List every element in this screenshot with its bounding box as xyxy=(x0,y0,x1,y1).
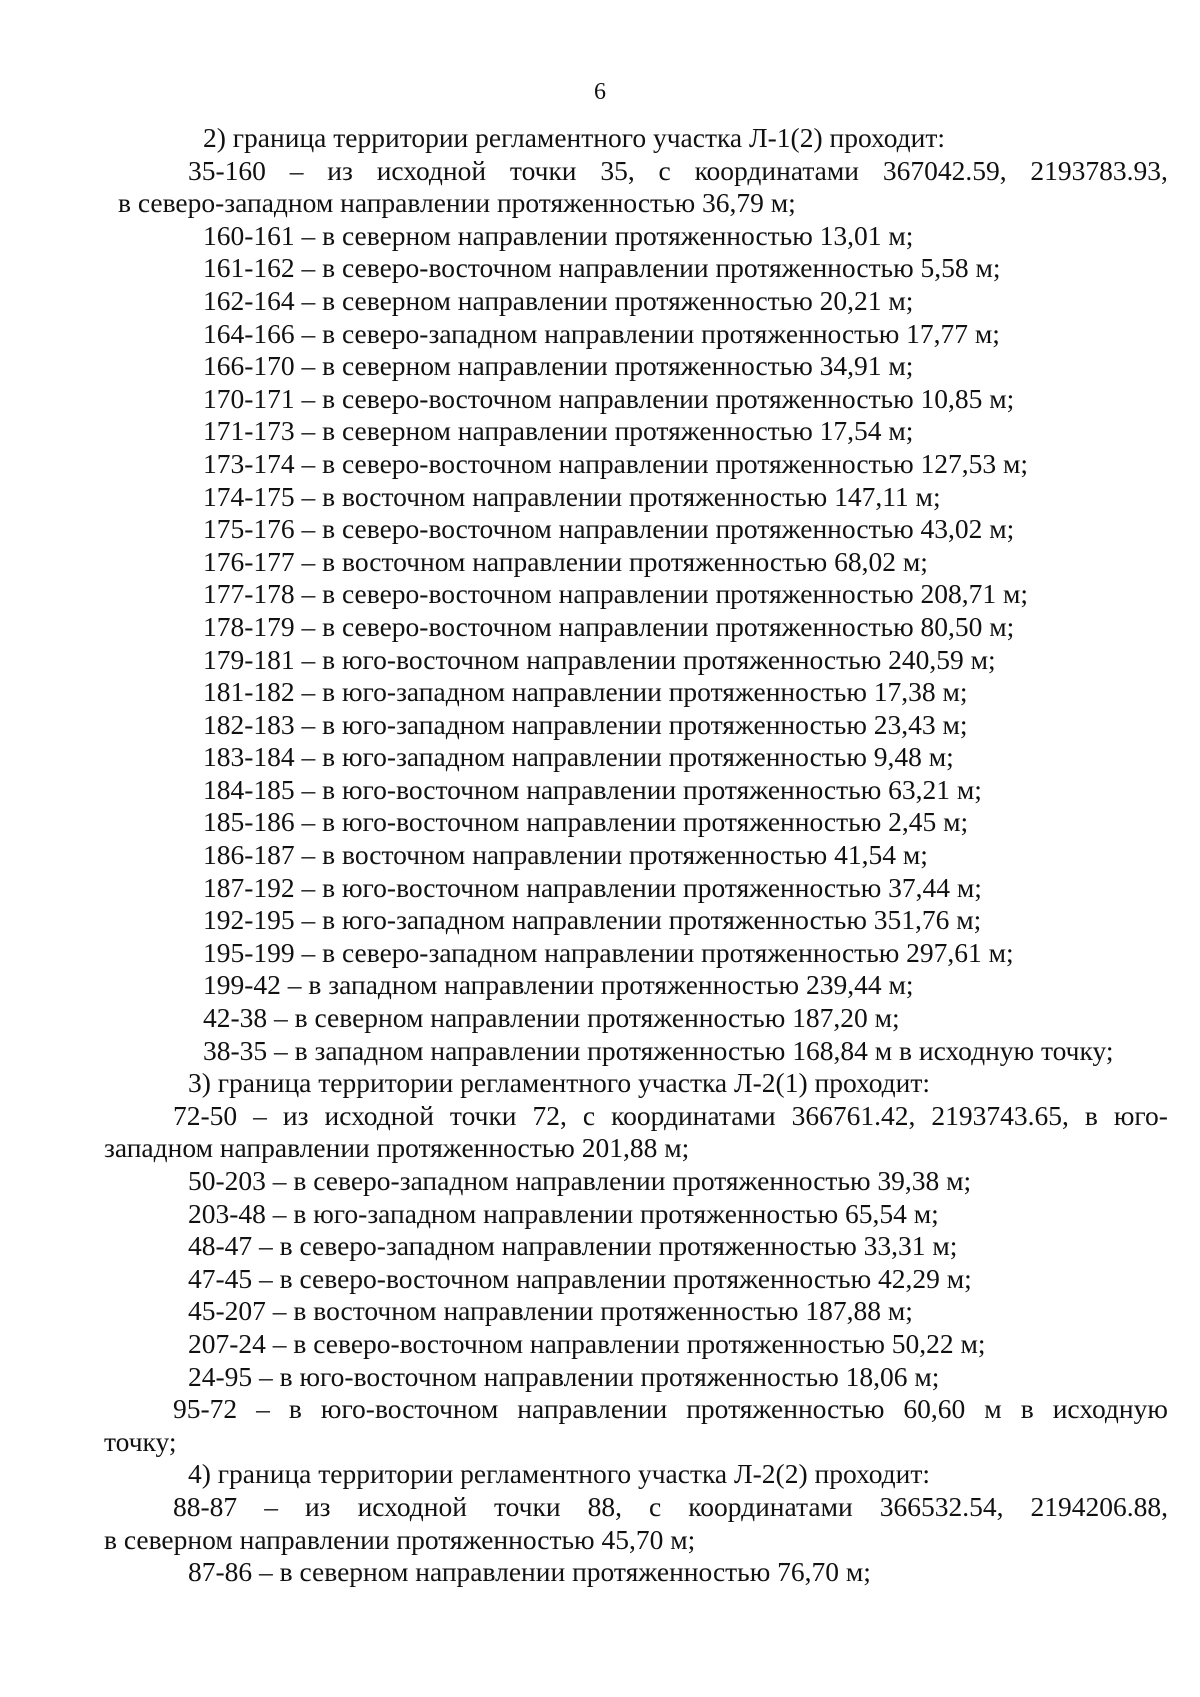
boundary-line: 161-162 – в северо-восточном направлении протяженностью 5,58 м; xyxy=(203,252,1001,284)
word: 2193743.65, xyxy=(931,1099,1069,1131)
boundary-line: 42-38 – в северном направлении протяженностью 187,20 м; xyxy=(203,1002,900,1034)
boundary-line: 179-181 – в юго-восточном направлении протяженностью 240,59 м; xyxy=(203,643,996,675)
word: исходной xyxy=(376,154,487,186)
boundary-line: 166-170 – в северном направлении протяженностью 34,91 м; xyxy=(203,350,914,382)
word: точки xyxy=(493,1490,561,1522)
word: 60,60 xyxy=(903,1393,966,1425)
boundary-line: 160-161 – в северном направлении протяженностью 13,01 м; xyxy=(203,219,914,251)
boundary-line: 176-177 – в восточном направлении протяженностью 68,02 м; xyxy=(203,545,928,577)
word: – xyxy=(256,1393,270,1425)
boundary-line: 162-164 – в северном направлении протяженностью 20,21 м; xyxy=(203,284,914,316)
boundary-list xyxy=(118,1556,1168,1589)
boundary-line: 173-174 – в северо-восточном направлении протяженностью 127,53 м; xyxy=(203,447,1029,479)
boundary-line: 187-192 – в юго-восточном направлении протяженностью 37,44 м; xyxy=(203,871,982,903)
word: 2194206.88, xyxy=(1030,1490,1168,1522)
boundary-line: 50-203 – в северо-западном направлении протяженностью 39,38 м; xyxy=(188,1165,972,1196)
word: с xyxy=(658,154,671,186)
word: 72, xyxy=(532,1099,567,1131)
word: 88, xyxy=(587,1490,622,1522)
boundary-line: 47-45 – в северо-восточном направлении протяженностью 42,29 м; xyxy=(188,1262,972,1294)
boundary-line: 199-42 – в западном направлении протяженностью 239,44 м; xyxy=(203,969,914,1001)
word: – xyxy=(264,1490,278,1522)
document-body xyxy=(104,122,1168,1589)
boundary-line: 164-166 – в северо-западном направлении протяженностью 17,77 м; xyxy=(203,317,1000,349)
boundary-line: 170-171 – в северо-восточном направлении протяженностью 10,85 м; xyxy=(203,382,1015,414)
boundary-line: 207-24 – в северо-восточном направлении протяженностью 50,22 м; xyxy=(188,1327,986,1359)
word: из xyxy=(282,1099,309,1131)
word: 35-160 xyxy=(188,154,266,186)
boundary-line: 177-178 – в северо-восточном направлении протяженностью 208,71 м; xyxy=(203,578,1029,610)
word: из xyxy=(304,1490,331,1522)
boundary-line: 182-183 – в юго-западном направлении протяженностью 23,43 м; xyxy=(203,708,968,740)
word: 88-87 xyxy=(173,1490,238,1522)
word: – xyxy=(253,1099,267,1131)
boundary-line: 174-175 – в восточном направлении протяженностью 147,11 м; xyxy=(203,480,941,512)
justified-first-line xyxy=(173,1100,1168,1133)
word: точки xyxy=(509,154,577,186)
word: юго-восточном xyxy=(320,1393,499,1425)
boundary-line: 186-187 – в восточном направлении протяженностью 41,54 м; xyxy=(203,839,928,871)
boundary-line: 203-48 – в юго-западном направлении протяженностью 65,54 м; xyxy=(188,1197,939,1229)
boundary-list xyxy=(118,1165,1168,1393)
word: из xyxy=(327,154,353,186)
justified-first-line xyxy=(188,155,1168,188)
word: 2193783.93, xyxy=(1030,154,1168,186)
justified-last-line xyxy=(173,1393,1168,1426)
boundary-line: 175-176 – в северо-восточном направлении протяженностью 43,02 м; xyxy=(203,513,1015,545)
word: с xyxy=(582,1099,596,1131)
word: координатами xyxy=(694,154,860,186)
section-heading: 4) граница территории регламентного участка Л-2(2) проходит: xyxy=(188,1458,931,1490)
word: исходной xyxy=(357,1490,467,1522)
boundary-line: 24-95 – в юго-восточном направлении протяженностью 18,06 м; xyxy=(188,1360,940,1392)
continuation-line: в северо-западном направлении протяженностью 36,79 м; xyxy=(118,187,796,219)
continuation-line: в северном направлении протяженностью 45,70 м; xyxy=(104,1523,696,1555)
justified-first-line xyxy=(173,1491,1168,1524)
word: направлении xyxy=(517,1393,668,1425)
word: 95-72 xyxy=(173,1393,238,1425)
word: юго- xyxy=(1113,1099,1168,1131)
boundary-line: 45-207 – в восточном направлении протяженностью 187,88 м; xyxy=(188,1295,913,1327)
section-l2-2 xyxy=(104,1458,1168,1588)
boundary-line: 181-182 – в юго-западном направлении протяженностью 17,38 м; xyxy=(203,676,968,708)
word: 367042.59, xyxy=(882,154,1007,186)
boundary-line: 87-86 – в северном направлении протяженностью 76,70 м; xyxy=(188,1556,871,1588)
word: координатами xyxy=(611,1099,776,1131)
word: 366532.54, xyxy=(879,1490,1004,1522)
word: исходную xyxy=(1052,1393,1168,1425)
boundary-line: 183-184 – в юго-западном направлении протяженностью 9,48 м; xyxy=(203,741,954,773)
boundary-line: 38-35 – в западном направлении протяженностью 168,84 м в исходную точку; xyxy=(203,1034,1114,1066)
word: протяженностью xyxy=(686,1393,885,1425)
word: 366761.42, xyxy=(791,1099,916,1131)
word: в xyxy=(1084,1099,1098,1131)
boundary-line: 178-179 – в северо-восточном направлении протяженностью 80,50 м; xyxy=(203,610,1015,642)
word: исходной xyxy=(324,1099,434,1131)
boundary-line: 192-195 – в юго-западном направлении протяженностью 351,76 м; xyxy=(203,904,982,936)
boundary-line: 48-47 – в северо-западном направлении протяженностью 33,31 м; xyxy=(188,1230,958,1262)
section-l1-2 xyxy=(118,122,1168,1067)
word: в xyxy=(288,1393,302,1425)
boundary-line: 185-186 – в юго-восточном направлении протяженностью 2,45 м; xyxy=(203,806,969,838)
word: точки xyxy=(449,1099,517,1131)
boundary-line: 184-185 – в юго-восточном направлении протяженностью 63,21 м; xyxy=(203,773,982,805)
word: – xyxy=(289,154,304,186)
boundary-line: 171-173 – в северном направлении протяженностью 17,54 м; xyxy=(203,415,914,447)
word: 35, xyxy=(600,154,635,186)
continuation-line: западном направлении протяженностью 201,88 м; xyxy=(104,1132,690,1164)
word: с xyxy=(649,1490,662,1522)
word: координатами xyxy=(688,1490,853,1522)
section-heading: 3) граница территории регламентного участка Л-2(1) проходит: xyxy=(188,1067,931,1099)
word: м xyxy=(984,1393,1002,1425)
section-l2-1 xyxy=(104,1067,1168,1458)
boundary-line: 195-199 – в северо-западном направлении протяженностью 297,61 м; xyxy=(203,936,1014,968)
word: в xyxy=(1020,1393,1034,1425)
section-heading: 2) граница территории регламентного участка Л-1(2) проходит: xyxy=(203,122,946,153)
word: 72-50 xyxy=(173,1099,238,1131)
page-number: 6 xyxy=(594,79,606,105)
continuation-line: точку; xyxy=(104,1425,177,1457)
boundary-list xyxy=(118,220,1168,1067)
